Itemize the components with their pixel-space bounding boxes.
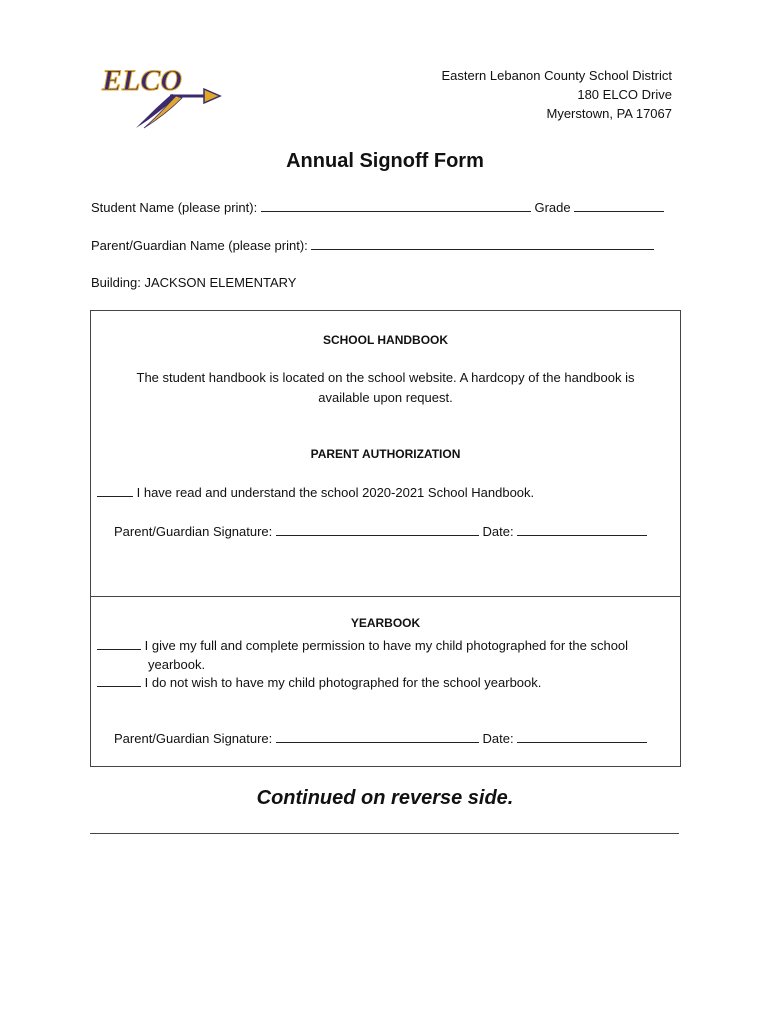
handbook-date-label: Date: xyxy=(482,524,514,539)
handbook-date-field[interactable] xyxy=(517,523,647,536)
parent-name-field[interactable] xyxy=(311,237,654,250)
continued-note: Continued on reverse side. xyxy=(256,787,514,809)
yearbook-heading: YEARBOOK xyxy=(350,616,421,630)
parent-name-label: Parent/Guardian Name (please print): xyxy=(91,238,308,253)
handbook-text xyxy=(115,368,656,408)
building-value: JACKSON ELEMENTARY xyxy=(144,275,297,290)
elco-logo xyxy=(100,62,222,132)
handbook-text-line2: available upon request. xyxy=(318,390,453,405)
handbook-signature-row xyxy=(114,523,647,539)
handbook-ack-row xyxy=(97,484,534,500)
yearbook-signature-row xyxy=(114,730,647,746)
handbook-signature-label: Parent/Guardian Signature: xyxy=(114,524,273,539)
yearbook-permit-text-cont: yearbook. xyxy=(148,657,206,672)
city-state-zip: Myerstown, PA 17067 xyxy=(546,106,672,121)
building-label: Building: xyxy=(91,275,141,290)
district-address xyxy=(441,66,672,123)
handbook-heading: SCHOOL HANDBOOK xyxy=(322,333,449,347)
district-name: Eastern Lebanon County School District xyxy=(441,68,672,83)
bottom-divider xyxy=(90,833,679,834)
yearbook-section xyxy=(90,595,681,767)
logo-wordmark: ELCO xyxy=(102,64,183,97)
grade-field[interactable] xyxy=(574,199,664,212)
yearbook-signature-field[interactable] xyxy=(276,730,479,743)
yearbook-date-field[interactable] xyxy=(517,730,647,743)
yearbook-decline-text: I do not wish to have my child photographed for the school yearbook. xyxy=(144,675,542,690)
handbook-text-line1: The student handbook is located on the school website. A hardcopy of the handbook is xyxy=(136,370,635,385)
student-name-field[interactable] xyxy=(261,199,531,212)
handbook-section xyxy=(90,310,681,597)
building-row xyxy=(91,275,296,290)
handbook-signature-field[interactable] xyxy=(276,523,479,536)
yearbook-option-permit xyxy=(97,636,628,674)
grade-label: Grade xyxy=(534,200,571,215)
authorization-heading: PARENT AUTHORIZATION xyxy=(310,447,461,461)
yearbook-date-label: Date: xyxy=(482,731,514,746)
parent-name-row xyxy=(91,237,654,253)
student-name-label: Student Name (please print): xyxy=(91,200,258,215)
yearbook-permit-text: I give my full and complete permission to have my child photographed for the school xyxy=(144,638,629,653)
yearbook-decline-initials[interactable] xyxy=(97,674,141,687)
yearbook-signature-label: Parent/Guardian Signature: xyxy=(114,731,273,746)
street-address: 180 ELCO Drive xyxy=(577,87,672,102)
handbook-ack-text: I have read and understand the school 2020-2021 School Handbook. xyxy=(136,485,535,500)
yearbook-option-decline xyxy=(97,674,541,690)
yearbook-permit-initials[interactable] xyxy=(97,637,141,650)
student-name-row xyxy=(91,199,664,215)
handbook-ack-initials[interactable] xyxy=(97,484,133,497)
form-title: Annual Signoff Form xyxy=(286,150,484,172)
